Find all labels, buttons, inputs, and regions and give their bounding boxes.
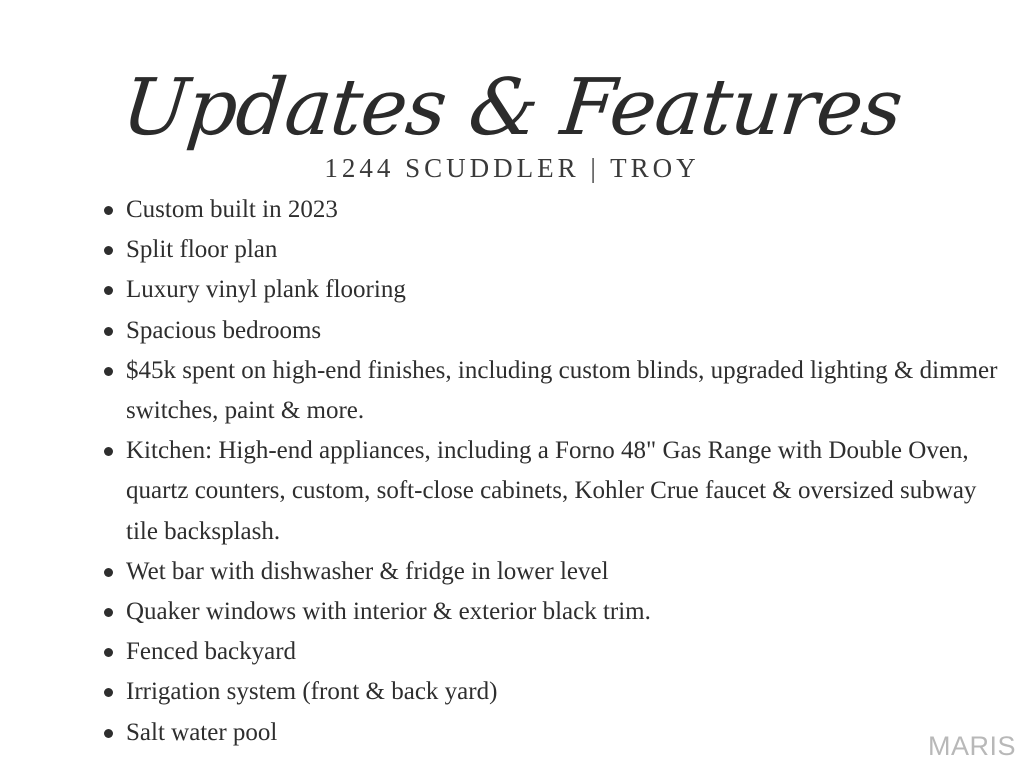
list-item bbox=[100, 230, 1000, 270]
list-item bbox=[100, 713, 1000, 753]
feature-text: $45k spent on high-end finishes, including custom blinds, upgraded lighting & dimmer switches, paint & more. bbox=[126, 356, 998, 425]
bullet-icon bbox=[104, 206, 113, 215]
bullet-icon bbox=[104, 447, 113, 456]
bullet-icon bbox=[104, 367, 113, 376]
feature-text: Kitchen: High-end appliances, including a Forno 48" Gas Range with Double Oven, quartz counters, custom, soft-close cabinets, Kohler Crue faucet & oversized subway tile backsplash. bbox=[126, 437, 977, 545]
bullet-icon bbox=[104, 688, 113, 697]
list-item bbox=[100, 632, 1000, 672]
bullet-icon bbox=[104, 286, 113, 295]
list-item bbox=[100, 351, 1000, 431]
list-item bbox=[100, 190, 1000, 230]
feature-text: Irrigation system (front & back yard) bbox=[126, 678, 498, 706]
feature-text: Custom built in 2023 bbox=[126, 196, 338, 223]
list-item bbox=[100, 270, 1000, 310]
features-list bbox=[100, 190, 1000, 753]
feature-text: Luxury vinyl plank flooring bbox=[126, 276, 406, 304]
feature-text: Spacious bedrooms bbox=[126, 316, 322, 344]
feature-text: Fenced backyard bbox=[126, 638, 297, 666]
list-item bbox=[100, 592, 1000, 632]
watermark-logo: MARIS bbox=[927, 731, 1016, 761]
list-item bbox=[100, 672, 1000, 712]
feature-text: Quaker windows with interior & exterior black trim. bbox=[126, 598, 651, 626]
bullet-icon bbox=[104, 729, 113, 738]
bullet-icon bbox=[104, 246, 113, 255]
list-item bbox=[100, 311, 1000, 351]
list-item bbox=[100, 431, 1000, 552]
list-item bbox=[100, 552, 1000, 592]
feature-text: Wet bar with dishwasher & fridge in lower level bbox=[126, 557, 609, 585]
feature-text: Split floor plan bbox=[126, 236, 278, 264]
bullet-icon bbox=[104, 327, 113, 336]
bullet-icon bbox=[104, 608, 113, 617]
feature-text: Salt water pool bbox=[126, 718, 278, 746]
page-title: Updates & Features bbox=[118, 63, 906, 153]
bullet-icon bbox=[104, 648, 113, 657]
property-address: 1244 SCUDDLER | TROY bbox=[324, 153, 700, 183]
bullet-icon bbox=[104, 568, 113, 577]
